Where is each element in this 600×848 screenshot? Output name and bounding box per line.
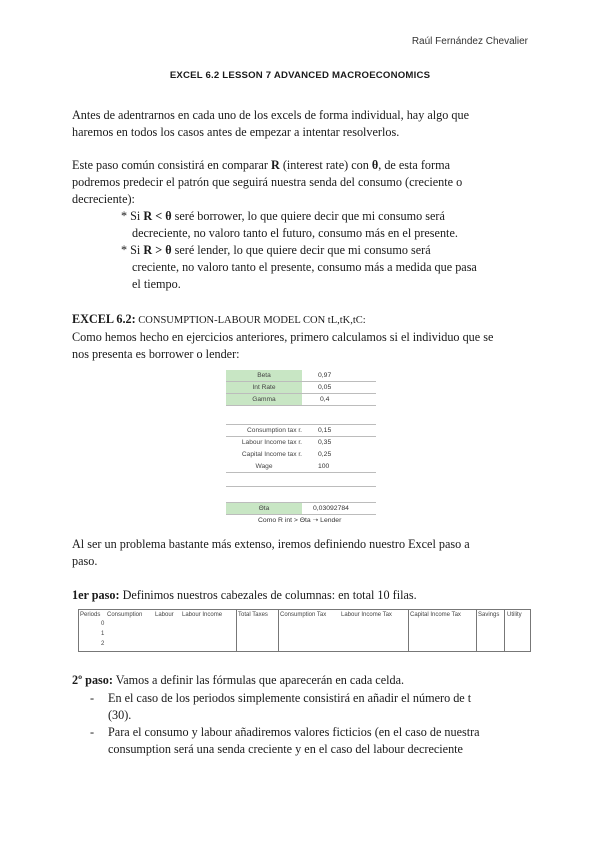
document-title: EXCEL 6.2 LESSON 7 ADVANCED MACROECONOMICS (169, 70, 431, 81)
col-header: Utility (507, 612, 522, 618)
step-2-bullet-2: Para el consumo y labour añadiremos valores ficticios (en el caso de nuestra (108, 725, 480, 739)
col-header: Capital Income Tax (410, 612, 461, 618)
param-value-beta: 0,97 (318, 372, 332, 379)
wage-label: Wage (255, 463, 273, 470)
dash-marker: - (90, 725, 95, 739)
text-run: (interest rate) con (279, 158, 372, 172)
theta-label: Θta (226, 503, 302, 514)
column-divider (278, 610, 279, 651)
excel-62-line-2: nos presenta es borrower o lender: (72, 347, 240, 361)
text-run: Este paso común consistirá en comparar (72, 158, 271, 172)
row-number: 1 (101, 631, 105, 637)
param-value-int-rate: 0,05 (318, 384, 332, 391)
step-2-text: Vamos a definir las fórmulas que aparecerán en cada celda. (112, 673, 405, 687)
wage-value: 100 (318, 463, 330, 470)
step-2-label: 2º paso: (72, 673, 113, 687)
row-number: 2 (101, 641, 105, 647)
column-divider (476, 610, 477, 651)
col-header: Periods (80, 612, 101, 618)
col-header: Consumption (107, 612, 143, 618)
tax-value-consumption: 0,15 (318, 427, 332, 434)
common-step-line-1 (72, 156, 450, 174)
col-header: Total Taxes (238, 612, 268, 618)
author-name: Raúl Fernández Chevalier (411, 36, 528, 47)
after-line-2: paso. (72, 554, 98, 568)
step-2-bullet-1: En el caso de los periodos simplemente consistirá en añadir el número de t (108, 691, 472, 705)
heading-text: CONSUMPTION-LABOUR MODEL CON tL,tK,tC: (135, 315, 366, 326)
heading-label: EXCEL 6.2: (72, 312, 136, 326)
step-1-label: 1er paso: (72, 588, 120, 602)
param-label-int-rate: Int Rate (226, 382, 302, 393)
bullet-lender-line-3: el tiempo. (132, 277, 181, 291)
param-value-gamma: 0,4 (320, 396, 330, 403)
bullet-borrower (121, 207, 445, 225)
col-header: Savings (478, 612, 500, 618)
text-run: seré borrower, lo que quiere decir que mi consumo será (171, 209, 445, 223)
column-divider (236, 610, 237, 651)
after-line-1: Al ser un problema bastante más extenso, iremos definiendo nuestro Excel paso a (72, 537, 470, 551)
theta-symbol: θ (371, 158, 379, 172)
bullet-borrower-line-2: decreciente, no valoro tanto el futuro, consumo más en el presente. (132, 226, 458, 240)
borrower-condition: R < θ (143, 209, 172, 223)
tax-value-labour-income: 0,35 (318, 439, 332, 446)
col-header: Consumption Tax (280, 612, 327, 618)
theta-value: 0,03092784 (313, 505, 349, 512)
step-1 (72, 586, 417, 604)
tax-label-labour-income: Labour Income tax r. (241, 439, 302, 446)
common-step-line-2: podremos predecir el patrón que seguirá nuestra senda del consumo (creciente o (72, 175, 463, 189)
column-headers-table (78, 609, 531, 652)
lender-condition: R > θ (143, 243, 172, 257)
row-number: 0 (101, 621, 105, 627)
bullet-lender (121, 241, 431, 259)
dash-marker: - (90, 691, 95, 705)
grid-line (226, 405, 376, 406)
tax-label-capital-income: Capital Income tax r. (241, 451, 302, 458)
common-step-line-3: decreciente): (72, 192, 135, 206)
step-2-bullet-1-line-2: (30). (108, 708, 132, 722)
grid-line (226, 486, 376, 487)
param-label-gamma: Gamma (226, 394, 302, 405)
interest-rate-symbol: R (271, 158, 280, 172)
col-header: Labour (155, 612, 174, 618)
excel-62-line-1: Como hemos hecho en ejercicios anteriores, primero calculamos si el individuo que se (72, 330, 494, 344)
tax-label-consumption: Consumption tax r. (247, 427, 302, 434)
text-run: seré lender, lo que quiere decir que mi consumo será (171, 243, 431, 257)
bullet-lender-line-2: creciente, no valoro tanto el presente, consumo más a medida que pasa (132, 260, 477, 274)
col-header: Labour Income Tax (341, 612, 392, 618)
param-label-beta: Beta (226, 370, 302, 381)
bullet-marker: * Si (121, 209, 144, 223)
step-2 (72, 671, 404, 689)
col-header: Labour Income (182, 612, 223, 618)
grid-line (226, 472, 376, 473)
step-1-text: Definimos nuestros cabezales de columnas: en total 10 filas. (119, 588, 417, 602)
lender-note: Como R int > Θta ➝ Lender (258, 517, 342, 524)
step-2-bullet-2-line-2: consumption será una senda creciente y en el caso del labour decreciente (108, 742, 463, 756)
bullet-marker: * Si (121, 243, 144, 257)
column-divider (504, 610, 505, 651)
intro-line-2: haremos en todos los casos antes de empezar a intentar resolverlos. (72, 125, 400, 139)
column-divider (408, 610, 409, 651)
text-run: , de esta forma (378, 158, 450, 172)
intro-line-1: Antes de adentrarnos en cada uno de los excels de forma individual, hay algo que (72, 108, 469, 122)
tax-value-capital-income: 0,25 (318, 451, 332, 458)
excel-62-heading (72, 310, 366, 330)
